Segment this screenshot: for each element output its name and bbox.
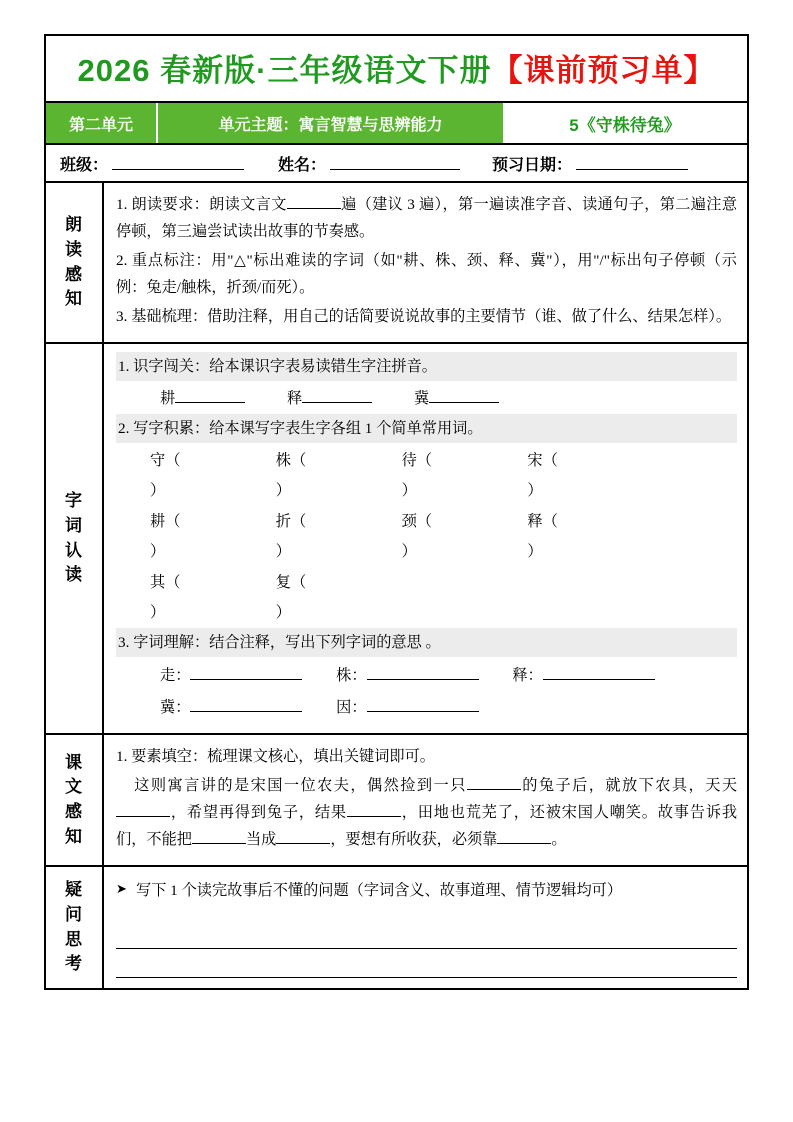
meaning-row[interactable] — [116, 692, 737, 723]
word-cell[interactable]: 株（） — [275, 451, 307, 500]
page-title — [46, 36, 747, 103]
label-char: 知 — [65, 826, 83, 846]
pinyin-char: 耕 — [160, 390, 176, 408]
class-field[interactable] — [60, 152, 244, 175]
label-char: 考 — [65, 954, 83, 974]
meaning-blank[interactable] — [190, 698, 302, 712]
word-char: 释 — [527, 512, 543, 530]
fill-in-blank[interactable] — [192, 830, 246, 844]
word-char: 折 — [275, 512, 291, 530]
label-char: 读 — [65, 565, 83, 585]
label-char: 感 — [65, 264, 83, 284]
unit-bar — [46, 103, 747, 145]
section-label-questions — [46, 867, 104, 988]
title-red: 【课前预习单】 — [491, 53, 716, 88]
pinyin-item — [414, 384, 499, 414]
fill-in-blank[interactable] — [287, 195, 341, 209]
fill-in-blank[interactable] — [467, 776, 521, 790]
label-char: 知 — [65, 289, 83, 309]
label-char: 文 — [65, 777, 83, 797]
meaning-item[interactable] — [336, 692, 478, 723]
pinyin-blank[interactable] — [175, 389, 245, 403]
pinyin-char: 冀 — [413, 390, 430, 408]
label-char: 读 — [65, 239, 83, 259]
word-char: 耕 — [150, 512, 166, 530]
unit-theme: 单元主题：寓言智慧与思辨能力 — [158, 103, 503, 143]
name-field[interactable] — [278, 152, 460, 175]
student-info-row — [46, 145, 747, 183]
word-char: 其 — [150, 573, 166, 591]
date-label: 预习日期： — [492, 156, 573, 174]
class-input-line[interactable] — [112, 155, 244, 170]
label-char: 问 — [65, 904, 83, 924]
section-label-reading — [46, 183, 104, 342]
section-reading — [46, 183, 747, 344]
fill-in-blank[interactable] — [347, 803, 401, 817]
label-char: 感 — [65, 801, 83, 821]
section-vocabulary — [46, 344, 747, 735]
word-cell[interactable]: 颈（） — [401, 512, 432, 561]
unit-lesson: 5《守株待兔》 — [569, 115, 681, 135]
meaning-blank[interactable] — [367, 698, 479, 712]
date-input-line[interactable] — [576, 155, 688, 170]
section-label-vocabulary — [46, 344, 104, 733]
name-input-line[interactable] — [330, 155, 460, 170]
label-char: 课 — [65, 752, 83, 772]
unit-number: 第二单元 — [46, 103, 158, 143]
vocab-task-1: 1. 识字闯关：给本课识字表易读错生字注拼音。 — [116, 352, 737, 381]
vocab-task-2: 2. 写字积累：给本课写字表生字各组 1 个简单常用词。 — [116, 414, 737, 443]
meaning-label: 株： — [336, 667, 367, 685]
word-cell[interactable]: 折（） — [275, 512, 307, 561]
meaning-blank[interactable] — [367, 666, 479, 680]
word-grid[interactable] — [116, 446, 737, 628]
question-prompt-row — [116, 877, 737, 904]
section-questions — [46, 867, 747, 988]
question-prompt: 写下 1 个读完故事后不懂的问题（字词含义、故事道理、情节逻辑均可） — [136, 881, 622, 899]
word-cell[interactable]: 耕（） — [150, 512, 181, 561]
word-grid-row — [150, 507, 737, 568]
pinyin-item — [287, 384, 372, 414]
meaning-item[interactable] — [512, 660, 654, 691]
word-grid-row — [150, 446, 737, 507]
title-green: 2026 春新版·三年级语文下册 — [77, 53, 492, 88]
pinyin-blank[interactable] — [302, 389, 372, 403]
section-body-text-comprehension — [104, 735, 747, 865]
meaning-label: 冀： — [160, 698, 191, 716]
section-body-vocabulary — [104, 344, 747, 733]
word-char: 株 — [275, 451, 291, 469]
fill-in-blank[interactable] — [276, 830, 330, 844]
reading-task-2: 2. 重点标注：用"△"标出难读的字词（如"耕、株、颈、释、冀"），用"/"标出句子停顿（示例：兔走/触株，折颈/而死）。 — [116, 252, 737, 297]
worksheet-sheet — [44, 34, 749, 990]
word-cell[interactable]: 其（） — [150, 573, 181, 621]
word-char: 复 — [275, 573, 291, 591]
name-label: 姓名： — [278, 156, 327, 174]
comprehension-task-1: 1. 要素填空：梳理课文核心，填出关键词即可。 — [116, 747, 435, 765]
word-cell[interactable]: 待（） — [401, 451, 432, 500]
meaning-label: 释： — [512, 667, 543, 685]
title-text — [46, 45, 747, 90]
reading-task-1: 1. 朗读要求：朗读文言文 遍（建议 3 遍），第一遍读准字音、读通句子，第二遍注意停顿，第三遍尝试读出故事的节奏感。 — [116, 196, 738, 241]
meaning-blank[interactable] — [190, 666, 302, 680]
section-body-questions — [104, 867, 747, 988]
label-char: 词 — [65, 515, 83, 535]
date-field[interactable] — [492, 152, 688, 175]
word-char: 宋 — [527, 451, 543, 469]
fill-in-blank[interactable] — [116, 803, 170, 817]
answer-line[interactable] — [116, 918, 737, 949]
vocab-task-3: 3. 字词理解：结合注释，写出下列字词的意思 。 — [116, 628, 737, 657]
reading-task-3: 3. 基础梳理：借助注释，用自己的话简要说说故事的主要情节（谁、做了什么、结果怎样）。 — [116, 308, 732, 326]
section-text-comprehension — [46, 735, 747, 867]
word-char: 守 — [150, 451, 166, 469]
word-char: 待 — [401, 451, 417, 469]
label-char: 朗 — [65, 215, 83, 235]
section-body-reading — [104, 183, 747, 342]
meaning-item[interactable] — [160, 660, 302, 691]
meaning-row[interactable] — [116, 660, 737, 691]
word-grid-row — [150, 568, 737, 629]
pinyin-item — [160, 384, 245, 414]
word-cell[interactable]: 释（） — [527, 512, 558, 561]
class-label: 班级： — [60, 156, 109, 174]
label-char: 字 — [65, 491, 83, 511]
arrow-bullet-icon: ➤ — [116, 880, 127, 896]
pinyin-row[interactable] — [116, 384, 737, 414]
word-cell[interactable]: 复（） — [275, 573, 307, 621]
pinyin-char: 释 — [286, 390, 303, 408]
label-char: 认 — [65, 540, 83, 560]
meaning-item[interactable] — [160, 692, 302, 723]
comprehension-passage: 这则寓言讲的是宋国一位农夫，偶然捡到一只 的兔子后，就放下农具，天天，希望再得到兔子，结果 ，田地也荒芜了，还被宋国人嘲笑。故事告诉我们，不能把 当成 ，要想有所收获，必须靠 。 — [116, 776, 738, 848]
meaning-item[interactable] — [336, 660, 478, 691]
meaning-label: 走： — [160, 667, 191, 685]
pinyin-blank[interactable] — [429, 389, 499, 403]
label-char: 疑 — [65, 880, 83, 900]
question-answer-area[interactable] — [116, 918, 737, 978]
meaning-blank[interactable] — [543, 666, 655, 680]
word-cell[interactable]: 守（） — [150, 451, 181, 500]
label-char: 思 — [65, 929, 83, 949]
meaning-label: 因： — [336, 698, 367, 716]
answer-line[interactable] — [116, 949, 737, 978]
fill-in-blank[interactable] — [497, 830, 551, 844]
word-cell[interactable]: 宋（） — [527, 451, 558, 500]
section-label-text-comprehension — [46, 735, 104, 865]
word-char: 颈 — [401, 512, 417, 530]
